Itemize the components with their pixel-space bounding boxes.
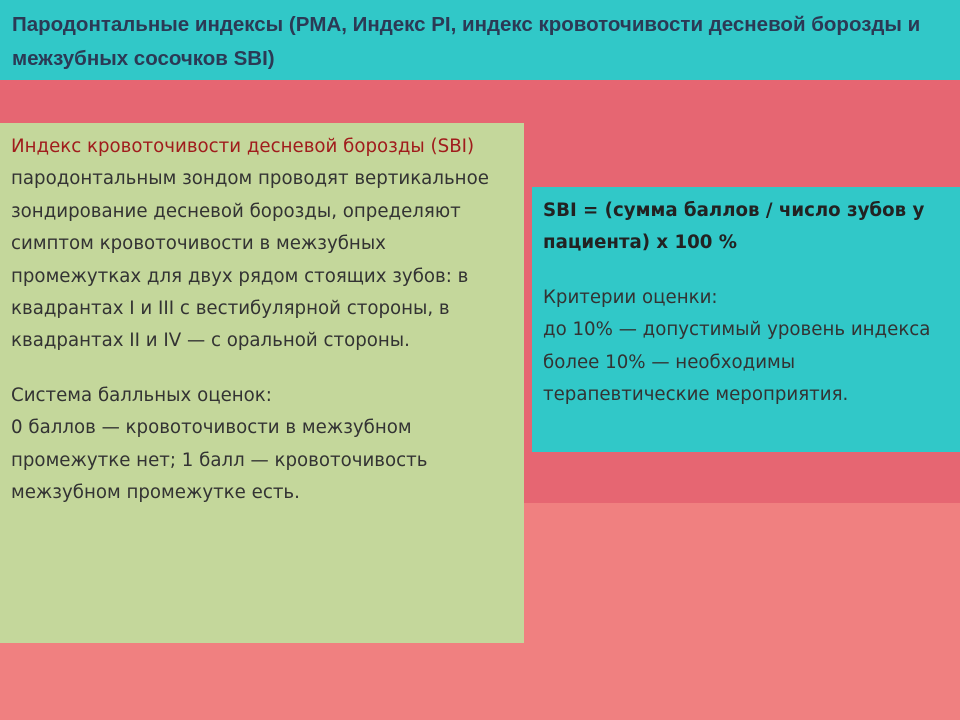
criteria-item-2: более 10% — необходимы терапевтические мероприятия.	[543, 351, 849, 406]
criteria-item-1: до 10% — допустимый уровень индекса	[543, 319, 931, 341]
spacer	[543, 260, 950, 282]
criteria-heading: Критерии оценки:	[543, 286, 718, 308]
sbi-formula-box	[532, 187, 960, 452]
spacer	[11, 358, 512, 380]
sbi-description-box	[0, 123, 524, 643]
scoring-heading: Система балльных оценок:	[11, 384, 272, 406]
sbi-description: пародонтальным зондом проводят вертикальное зондирование десневой борозды, определяют симптом кровоточивости в межзубных промежутках для двух рядом стоящих зубов: в квадрантах I и III с вестибулярной стороны, в квадрантах II и IV — с оральной стороны.	[11, 168, 489, 352]
sbi-title: Индекс кровоточивости десневой борозды (SBI)	[11, 136, 475, 157]
scoring-text: 0 баллов — кровоточивости в межзубном промежутке нет; 1 балл — кровоточивость межзубном промежутке есть.	[11, 417, 428, 504]
slide-header	[0, 0, 960, 80]
slide-title: Пародонтальные индексы (PMA, Индекс PI, индекс кровоточивости десневой борозды и межзубных сосочков SBI)	[12, 13, 921, 70]
sbi-formula: SBI = (сумма баллов / число зубов у пациента) х 100 %	[543, 200, 925, 254]
